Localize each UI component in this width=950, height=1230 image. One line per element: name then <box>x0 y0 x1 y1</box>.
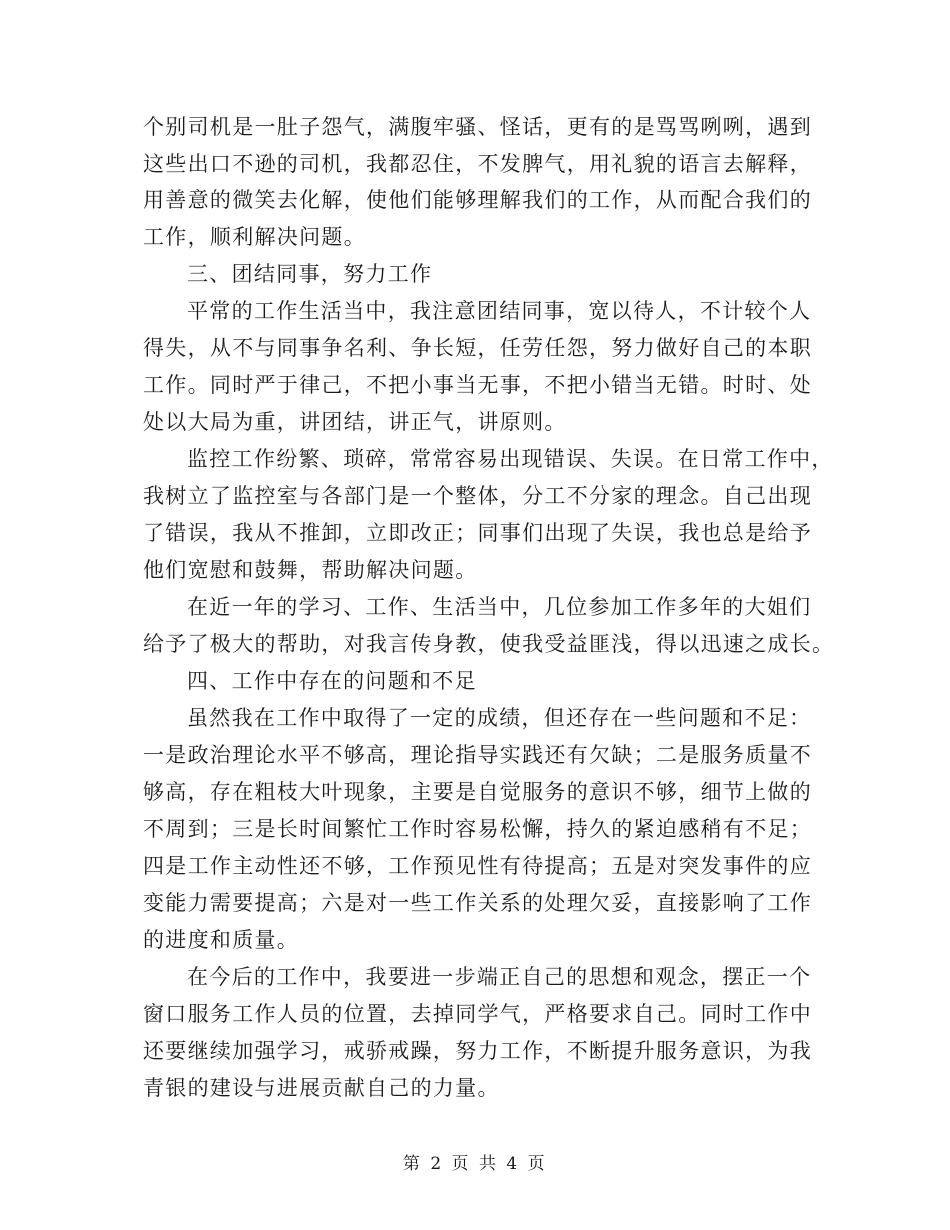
section-heading: 三、团结同事，努力工作 <box>187 262 433 286</box>
text-line: 监控工作纷繁、琐碎，常常容易出现错误、失误。在日常工作中， <box>187 447 834 471</box>
text-line: 平常的工作生活当中，我注意团结同事，宽以待人，不计较个人 <box>187 299 812 323</box>
text-line: 一是政治理论水平不够高，理论指导实践还有欠缺；二是服务质量不 <box>143 743 812 767</box>
text-line: 这些出口不逊的司机，我都忍住，不发脾气，用礼貌的语言去解释， <box>143 152 812 176</box>
text-line: 他们宽慰和鼓舞，帮助解决问题。 <box>143 558 478 582</box>
text-line: 处以大局为重，讲团结，讲正气，讲原则。 <box>143 410 567 434</box>
text-line: 不周到；三是长时间繁忙工作时容易松懈，持久的紧迫感稍有不足； <box>143 817 812 841</box>
text-line: 个别司机是一肚子怨气，满腹牢骚、怪话，更有的是骂骂咧咧，遇到 <box>143 115 812 139</box>
text-line: 四是工作主动性还不够，工作预见性有待提高；五是对突发事件的应 <box>143 854 812 878</box>
text-line: 工作。同时严于律己，不把小事当无事，不把小错当无错。时时、处 <box>143 373 812 397</box>
text-line: 得失，从不与同事争名利、争长短，任劳任怨，努力做好自己的本职 <box>143 336 812 360</box>
text-line: 给予了极大的帮助，对我言传身教，使我受益匪浅，得以迅速之成长。 <box>143 632 835 656</box>
page-footer: 第 2 页 共 4 页 <box>402 1154 548 1174</box>
text-line: 虽然我在工作中取得了一定的成绩，但还存在一些问题和不足： <box>187 706 812 730</box>
text-line: 用善意的微笑去化解，使他们能够理解我们的工作，从而配合我们的 <box>143 188 812 212</box>
text-line: 我树立了监控室与各部门是一个整体，分工不分家的理念。自己出现 <box>143 484 812 508</box>
text-line: 在近一年的学习、工作、生活当中，几位参加工作多年的大姐们 <box>187 595 812 619</box>
text-line: 窗口服务工作人员的位置，去掉同学气，严格要求自己。同时工作中 <box>143 1002 812 1026</box>
text-line: 工作，顺利解决问题。 <box>143 225 366 249</box>
text-line: 了错误，我从不推卸，立即改正；同事们出现了失误，我也总是给予 <box>143 521 812 545</box>
text-line: 还要继续加强学习，戒骄戒躁，努力工作，不断提升服务意识，为我 <box>143 1039 812 1063</box>
text-line: 在今后的工作中，我要进一步端正自己的思想和观念，摆正一个 <box>187 965 812 989</box>
text-line: 的进度和质量。 <box>143 928 300 952</box>
text-line: 变能力需要提高；六是对一些工作关系的处理欠妥，直接影响了工作 <box>143 891 812 915</box>
section-heading: 四、工作中存在的问题和不足 <box>187 669 477 693</box>
text-line: 青银的建设与进展贡献自己的力量。 <box>143 1076 500 1100</box>
text-line: 够高，存在粗枝大叶现象，主要是自觉服务的意识不够，细节上做的 <box>143 780 812 804</box>
